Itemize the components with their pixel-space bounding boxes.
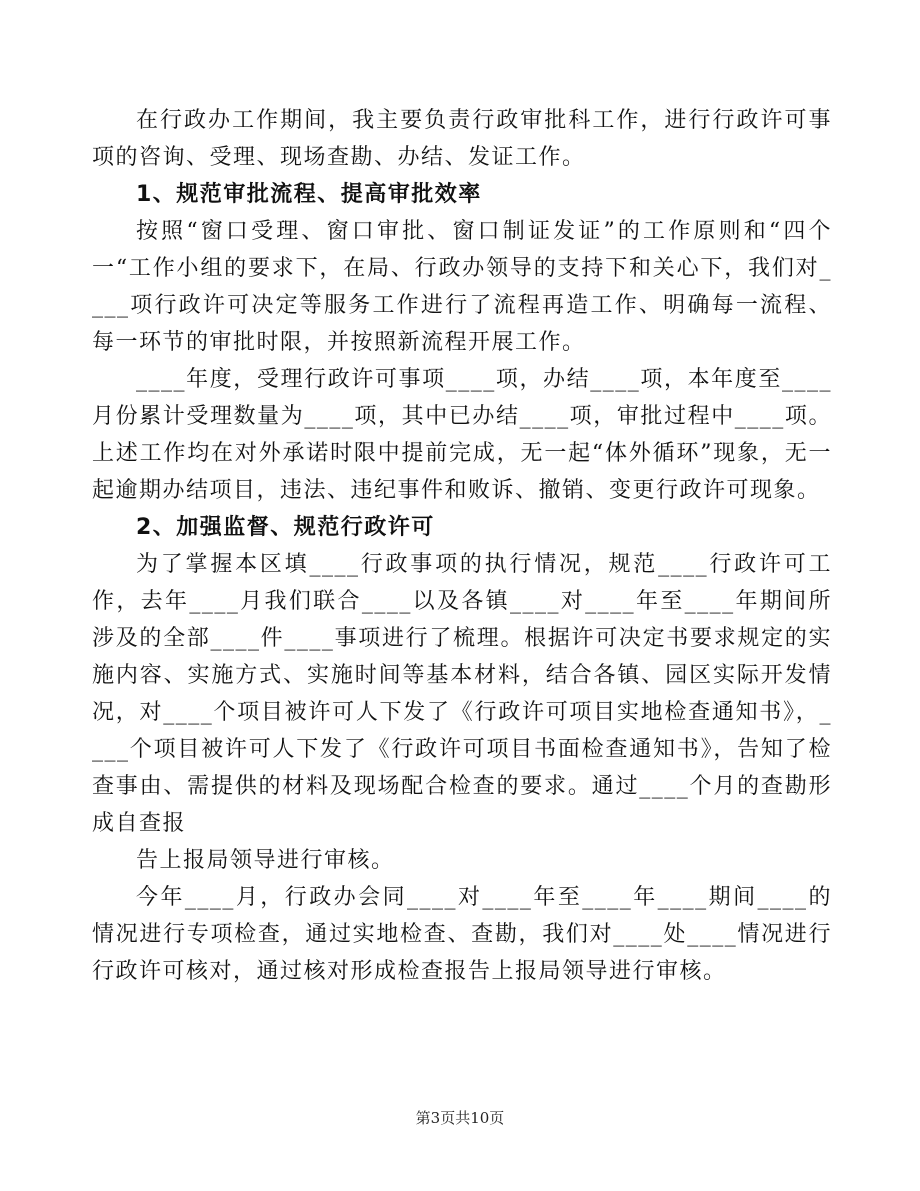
page-number: 第3页共10页	[415, 1109, 505, 1127]
paragraph-special-inspection: 今年____月，行政办会同____对____年至____年____期间____的情况进行专项检查，通过实地检查、查勘，我们对____处____情况进行行政许可核对，通过核对形成检查报告上报局领导进行审核。	[92, 885, 832, 984]
document-body	[92, 102, 832, 990]
paragraph-report-continuation: 告上报局领导进行审核。	[136, 848, 395, 873]
paragraph-supervision: 为了掌握本区填____行政事项的执行情况，规范____行政许可工作，去年____月我们联合____以及各镇____对____年至____年期间所涉及的全部____件____事项进行了梳理。根据许可决定书要求规定的实施内容、实施方式、实施时间等基本材料，结合各镇、园区实际开发情况，对____个项目被许可人下发了《行政许可项目实地检查通知书》，____个项目被许可人下发了《行政许可项目书面检查通知书》，告知了检查事由、需提供的材料及现场配合检查的要求。通过____个月的查勘形成自查报	[92, 552, 832, 836]
section-heading-2: 2、加强监督、规范行政许可	[136, 515, 435, 540]
paragraph-intro: 在行政办工作期间，我主要负责行政审批科工作，进行行政许可事项的咨询、受理、现场查勘、办结、发证工作。	[92, 108, 832, 170]
paragraph-approval-process: 按照“窗口受理、窗口审批、窗口制证发证”的工作原则和“四个一“工作小组的要求下，在局、行政办领导的支持下和关心下，我们对____项行政许可决定等服务工作进行了流程再造工作、明确每一流程、每一环节的审批时限，并按照新流程开展工作。	[92, 219, 832, 355]
section-heading-1: 1、规范审批流程、提高审批效率	[136, 182, 482, 207]
paragraph-annual-stats: ____年度，受理行政许可事项____项，办结____项，本年度至____月份累计受理数量为____项，其中已办结____项，审批过程中____项。上述工作均在对外承诺时限中提前完成，无一起“体外循环”现象，无一起逾期办结项目，违法、违纪事件和败诉、撤销、变更行政许可现象。	[92, 367, 832, 503]
